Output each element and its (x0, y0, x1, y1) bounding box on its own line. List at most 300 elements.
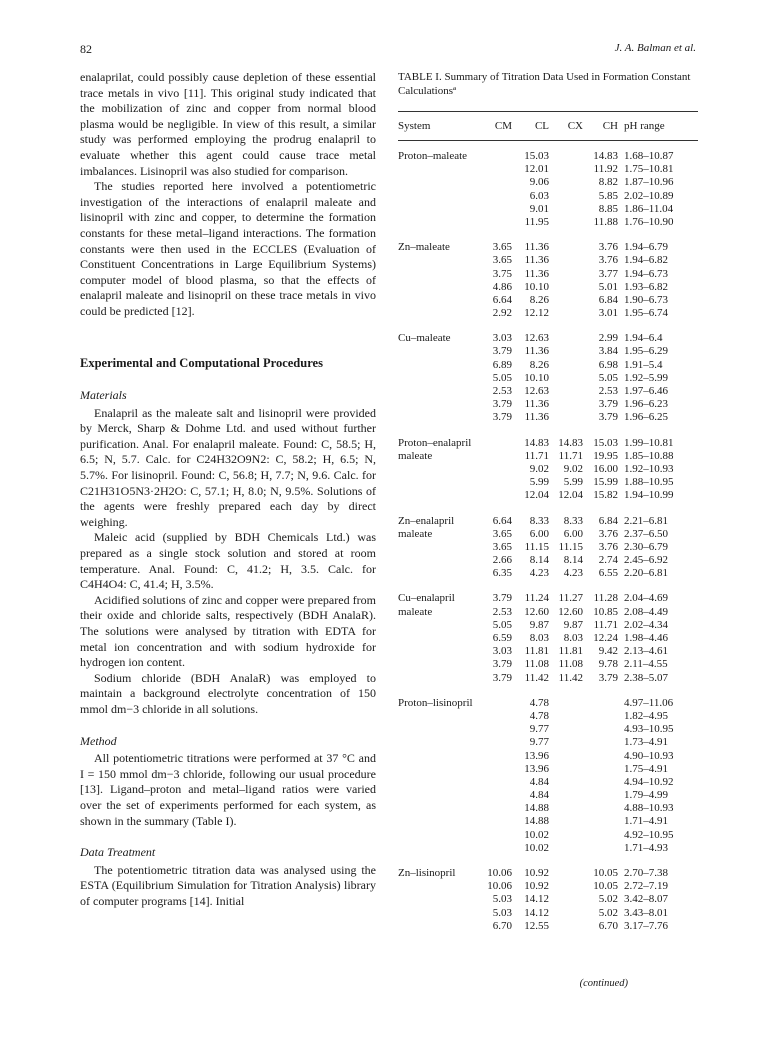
cell-cm: 6.59 (492, 632, 512, 644)
table-row (398, 672, 698, 685)
cell-cl: 9.02 (529, 462, 549, 475)
cell-ph-range: 1.79–4.99 (624, 789, 668, 802)
system-label (398, 723, 478, 736)
cell-ch (583, 842, 618, 855)
cell-ph-range: 4.90–10.93 (624, 749, 674, 762)
cell-ph-range: 1.91–5.4 (624, 358, 663, 371)
cell-ph-range: 4.88–10.93 (624, 802, 674, 815)
running-head: J. A. Balman et al. (614, 42, 696, 54)
system-label (398, 736, 478, 749)
cell-cl: 11.71 (524, 449, 549, 462)
cell-cm: 3.75 (492, 267, 512, 280)
cell-cm: 3.79 (492, 592, 512, 605)
cell-cl: 10.92 (524, 867, 549, 879)
cell-cl: 12.55 (524, 919, 549, 932)
table-row (398, 880, 698, 893)
cell-ch: 6.98 (598, 358, 618, 371)
cell-cm (478, 815, 512, 828)
table-header-row (398, 112, 698, 140)
cell-cl: 11.08 (524, 658, 549, 671)
cell-cx (549, 723, 583, 736)
column-header-ch: CH (602, 120, 618, 132)
cell-ph-range: 1.87–10.96 (624, 176, 674, 189)
cell-cm: 3.65 (492, 527, 512, 540)
data-treatment-paragraph: The potentiometric titration data was analysed using the ESTA (Equilibrium Simulation for Titration Analysis) library of computer programs [14]. Initial (80, 862, 376, 908)
cell-cx (549, 150, 583, 163)
cell-cm (478, 789, 512, 802)
cell-ch: 6.70 (598, 919, 618, 932)
cell-ch: 15.82 (593, 489, 618, 502)
cell-cx (549, 411, 583, 424)
cell-ch: 16.00 (593, 462, 618, 475)
cell-cx: 11.08 (558, 658, 583, 671)
cell-ch: 3.79 (598, 671, 618, 684)
cell-ph-range: 1.94–6.73 (624, 267, 668, 280)
cell-ph-range: 1.95–6.29 (624, 345, 668, 358)
cell-cx (549, 294, 583, 307)
cell-cl: 11.15 (524, 540, 549, 553)
system-label (398, 893, 478, 906)
column-header-ph-range: pH range (624, 120, 665, 132)
cell-ph-range: 1.93–6.82 (624, 280, 668, 293)
cell-cl: 4.84 (529, 789, 549, 802)
cell-ch: 11.92 (593, 163, 618, 176)
cell-ph-range: 3.43–8.01 (624, 906, 668, 919)
cell-cl: 9.77 (529, 723, 549, 736)
system-label (398, 203, 478, 216)
cell-ch (583, 750, 618, 763)
cell-ph-range: 2.02–10.89 (624, 189, 674, 202)
method-paragraph: All potentiometric titrations were performed at 37 °C and I = 150 mmol dm−3 chloride, following our usual procedure [13]. Ligand–proton and metal–ligand ratios were varied over the set of experiments performed for each system, as shown in the summary (Table I). (80, 751, 376, 828)
cell-cx (549, 920, 583, 933)
table-row (398, 268, 698, 281)
cell-ch: 5.01 (598, 280, 618, 293)
table-row (398, 437, 698, 450)
cell-cm: 3.65 (492, 540, 512, 553)
cell-cm: 3.03 (492, 332, 512, 345)
cell-ch: 8.82 (598, 176, 618, 189)
cell-cx (549, 163, 583, 176)
table-group (398, 592, 698, 684)
table-row (398, 163, 698, 176)
table-row (398, 697, 698, 710)
cell-ch: 5.85 (598, 189, 618, 202)
cell-ph-range: 1.75–10.81 (624, 163, 674, 176)
cell-cm: 3.79 (492, 658, 512, 671)
cell-cx: 5.99 (563, 476, 583, 489)
cell-cx: 12.60 (558, 605, 583, 618)
system-label (398, 880, 478, 893)
table-row (398, 541, 698, 554)
cell-ch: 3.76 (598, 241, 618, 254)
cell-ph-range: 4.94–10.92 (624, 775, 674, 788)
cell-cx: 9.02 (563, 462, 583, 475)
cell-ph-range: 1.94–6.4 (624, 332, 663, 345)
cell-ch: 2.99 (598, 332, 618, 345)
cell-ch: 2.74 (598, 554, 618, 567)
table-group (398, 437, 698, 503)
table-row (398, 619, 698, 632)
table-group (398, 515, 698, 581)
cell-ch: 3.77 (598, 267, 618, 280)
cell-ch: 3.76 (598, 540, 618, 553)
system-label (398, 411, 478, 424)
cell-ch (583, 829, 618, 842)
cell-cm: 3.79 (492, 345, 512, 358)
cell-cl: 11.24 (524, 592, 549, 605)
system-label (398, 398, 478, 411)
cell-ph-range: 1.71–4.93 (624, 841, 668, 854)
system-label: maleate (398, 527, 433, 540)
cell-cm (478, 216, 512, 229)
materials-paragraph-1: Enalapril as the maleate salt and lisinopril were provided by Merck, Sharp & Dohme Ltd. and used without further purification. Anal. For enalapril maleate. Found: C, 58.5; H, 6.5; N, 5.7. Calc. for C24H32O9N2: C, 58.2; H, 6.5; N, 5.7%. For lisinopril. Found: C, 56.8; H, 7.7; N, 9.6. Calc. for C21H31O5N3·2H2O: C, 57.1; H, 8.0; N, 9.5%. Solutions of the agents were freshly prepared each day by direct weighing. (80, 405, 376, 529)
table-caption: TABLE I. Summary of Titration Data Used in Formation Constant Calculationsª (398, 71, 691, 97)
cell-ch: 6.55 (598, 567, 618, 580)
table-group (398, 697, 698, 855)
cell-cx (549, 398, 583, 411)
cell-cl: 11.95 (524, 215, 549, 228)
system-label (398, 359, 478, 372)
cell-ph-range: 4.97–11.06 (624, 696, 674, 709)
cell-ph-range: 1.86–11.04 (624, 202, 674, 215)
cell-ch (583, 723, 618, 736)
table-row (398, 802, 698, 815)
cell-cm: 3.79 (492, 671, 512, 684)
cell-cx: 11.15 (558, 540, 583, 553)
system-label (398, 658, 478, 671)
cell-cm: 6.70 (492, 919, 512, 932)
cell-ch: 5.02 (598, 906, 618, 919)
cell-ph-range: 2.20–6.81 (624, 567, 668, 580)
table-row (398, 645, 698, 658)
cell-cx (549, 176, 583, 189)
cell-cx: 11.71 (558, 449, 583, 462)
cell-cm: 2.53 (492, 385, 512, 397)
table-row (398, 372, 698, 385)
cell-ch (583, 736, 618, 749)
system-label (398, 294, 478, 307)
table-row (398, 216, 698, 229)
cell-cx (549, 880, 583, 893)
cell-ch: 10.05 (593, 880, 618, 893)
cell-ch: 5.02 (598, 893, 618, 906)
table-row (398, 789, 698, 802)
cell-cm: 5.05 (492, 371, 512, 384)
cell-cl: 11.36 (524, 398, 549, 411)
cell-cx (549, 241, 583, 254)
system-label (398, 541, 478, 554)
system-label: Proton–maleate (398, 150, 468, 162)
cell-cx: 12.04 (558, 489, 583, 502)
system-label (398, 463, 478, 476)
cell-cx: 4.23 (563, 567, 583, 580)
system-label: Zn–lisinopril (398, 867, 456, 879)
cell-cl: 10.10 (524, 280, 549, 293)
cell-cm (478, 489, 512, 502)
cell-cl: 10.02 (524, 828, 549, 841)
system-label (398, 907, 478, 920)
cell-ch: 9.42 (598, 645, 618, 658)
system-label (398, 554, 478, 567)
table-row (398, 815, 698, 828)
cell-cx: 11.42 (558, 671, 583, 684)
table-row (398, 332, 698, 345)
cell-ch: 6.84 (598, 514, 618, 527)
materials-paragraph-2: Maleic acid (supplied by BDH Chemicals Ltd.) was prepared as a single stock solution and stored at room temperature. Anal. Found: C, 41.2; H, 3.5. Calc. for C4H4O4: C, 41.4; H, 3.5%. (80, 530, 376, 592)
cell-cm (478, 829, 512, 842)
cell-cm (478, 203, 512, 216)
cell-cl: 13.96 (524, 762, 549, 775)
table-row (398, 592, 698, 605)
section-title: Experimental and Computational Procedures (80, 355, 323, 370)
cell-cm (478, 723, 512, 736)
table-row (398, 489, 698, 502)
cell-cm: 5.03 (492, 893, 512, 906)
cell-cl: 14.88 (524, 815, 549, 828)
cell-cm (478, 476, 512, 489)
cell-cx (549, 842, 583, 855)
table-group (398, 241, 698, 320)
cell-cx (549, 372, 583, 385)
cell-ch: 3.76 (598, 254, 618, 267)
cell-cx (549, 815, 583, 828)
system-label (398, 763, 478, 776)
table-row (398, 411, 698, 424)
cell-cx (549, 281, 583, 294)
cell-ph-range: 2.70–7.38 (624, 867, 668, 879)
cell-ch: 15.99 (593, 476, 618, 489)
cell-ph-range: 2.37–6.50 (624, 527, 668, 540)
cell-ch: 9.78 (598, 658, 618, 671)
cell-ph-range: 2.02–4.34 (624, 618, 668, 631)
table-row (398, 763, 698, 776)
cell-ch: 3.84 (598, 345, 618, 358)
cell-cl: 11.36 (524, 267, 549, 280)
cell-cl: 11.42 (524, 671, 549, 684)
cell-ch: 3.01 (598, 307, 618, 320)
cell-cx (549, 893, 583, 906)
cell-cm (478, 736, 512, 749)
cell-ph-range: 2.21–6.81 (624, 514, 668, 527)
cell-ch: 11.28 (593, 592, 618, 605)
cell-ch (583, 710, 618, 723)
cell-cl: 5.99 (529, 476, 549, 489)
table-row (398, 190, 698, 203)
cell-cl: 6.00 (529, 527, 549, 540)
column-header-cm: CM (494, 120, 512, 132)
cell-cm: 6.35 (492, 567, 512, 580)
cell-cm: 3.65 (492, 241, 512, 254)
cell-ph-range: 2.04–4.69 (624, 592, 668, 605)
system-label (398, 254, 478, 267)
system-label: Proton–lisinopril (398, 696, 473, 709)
cell-cl: 12.63 (524, 385, 549, 397)
cell-ch (583, 776, 618, 789)
cell-cx (549, 776, 583, 789)
cell-cx: 11.27 (558, 592, 583, 605)
table-row (398, 776, 698, 789)
system-label (398, 385, 478, 398)
cell-ph-range: 1.95–6.74 (624, 307, 668, 320)
cell-ph-range: 3.17–7.76 (624, 919, 668, 932)
cell-cm: 3.79 (492, 398, 512, 411)
cell-cm (478, 697, 512, 710)
table-row (398, 606, 698, 619)
cell-cx: 8.14 (563, 554, 583, 567)
cell-cx: 11.81 (558, 645, 583, 658)
table-row (398, 736, 698, 749)
cell-cx (549, 359, 583, 372)
cell-ch: 3.76 (598, 527, 618, 540)
cell-cl: 6.03 (529, 189, 549, 202)
cell-ch: 6.84 (598, 293, 618, 306)
cell-ch (583, 697, 618, 710)
cell-cl: 8.03 (529, 632, 549, 644)
table-row (398, 359, 698, 372)
cell-ph-range: 1.71–4.91 (624, 815, 668, 828)
cell-ch: 2.53 (598, 385, 618, 397)
cell-cl: 8.14 (529, 554, 549, 567)
cell-cl: 4.78 (529, 709, 549, 722)
table-row (398, 345, 698, 358)
cell-cl: 12.12 (524, 307, 549, 320)
table-row (398, 554, 698, 567)
cell-cx: 8.33 (563, 514, 583, 527)
cell-cl: 15.03 (524, 150, 549, 162)
cell-cm (478, 750, 512, 763)
table-row (398, 893, 698, 906)
table-continued-note: (continued) (579, 978, 628, 989)
intro-paragraph-2: The studies reported here involved a potentiometric investigation of the interactions of enalapril maleate and lisinopril with zinc and copper, to determine the formation constants for these metal–ligand interactions. The formation constants were then used in the ECCLES (Evaluation of Constituent Concentrations in Large Equilibrium Systems) computer model of blood plasma, so that the effects of enalapril maleate and lisinopril on these trace metals in vivo could be predicted [12]. (80, 179, 376, 318)
cell-ph-range: 1.94–6.79 (624, 241, 668, 254)
system-label (398, 645, 478, 658)
cell-ph-range: 1.94–10.99 (624, 489, 674, 502)
column-header-cx: CX (567, 120, 583, 132)
table-row (398, 294, 698, 307)
table-row (398, 241, 698, 254)
cell-ch: 10.05 (593, 867, 618, 879)
cell-cx (549, 829, 583, 842)
cell-ch: 10.85 (593, 605, 618, 618)
cell-ch: 5.05 (598, 371, 618, 384)
cell-cm (478, 150, 512, 163)
cell-cl: 4.23 (529, 567, 549, 580)
table-row (398, 528, 698, 541)
cell-cl: 8.33 (529, 514, 549, 527)
cell-ph-range: 1.76–10.90 (624, 215, 674, 228)
cell-cm: 5.03 (492, 906, 512, 919)
cell-ph-range: 2.30–6.79 (624, 540, 668, 553)
cell-ph-range: 2.38–5.07 (624, 671, 668, 684)
table-row (398, 515, 698, 528)
cell-cl: 14.12 (524, 893, 549, 906)
cell-ph-range: 1.90–6.73 (624, 293, 668, 306)
column-header-system: System (398, 120, 431, 132)
system-label (398, 268, 478, 281)
cell-cl: 14.88 (524, 802, 549, 815)
cell-cm: 2.66 (492, 554, 512, 567)
cell-cx: 8.03 (563, 632, 583, 644)
cell-cm: 3.03 (492, 645, 512, 658)
cell-cm: 10.06 (487, 880, 512, 893)
cell-cm (478, 802, 512, 815)
cell-cm (478, 450, 512, 463)
table-row (398, 176, 698, 189)
cell-cl: 11.36 (524, 254, 549, 267)
system-label: Proton–enalapril (398, 436, 472, 449)
table-header-rule (398, 140, 698, 141)
cell-cx (549, 307, 583, 320)
cell-ph-range: 1.73–4.91 (624, 736, 668, 749)
table-row (398, 567, 698, 580)
system-label (398, 750, 478, 763)
system-label (398, 920, 478, 933)
table-row (398, 150, 698, 163)
system-label (398, 476, 478, 489)
cell-cx (549, 789, 583, 802)
table-row (398, 750, 698, 763)
cell-cl: 12.60 (524, 605, 549, 618)
cell-ch: 14.83 (593, 150, 618, 162)
system-label (398, 176, 478, 189)
table-row (398, 920, 698, 933)
table-row (398, 658, 698, 671)
system-label: maleate (398, 449, 433, 462)
cell-cm (478, 463, 512, 476)
cell-cl: 11.81 (524, 645, 549, 658)
cell-cx (549, 710, 583, 723)
cell-ph-range: 1.92–5.99 (624, 371, 668, 384)
cell-ph-range: 2.45–6.92 (624, 554, 668, 567)
system-label (398, 829, 478, 842)
cell-cl: 11.36 (524, 345, 549, 358)
cell-cm: 3.79 (492, 411, 512, 424)
system-label (398, 619, 478, 632)
cell-cm: 6.89 (492, 358, 512, 371)
cell-ch (583, 802, 618, 815)
cell-ch: 8.85 (598, 202, 618, 215)
system-label: Cu–maleate (398, 332, 451, 345)
table-group (398, 332, 698, 424)
table-group (398, 150, 698, 229)
system-label (398, 672, 478, 685)
table-row (398, 450, 698, 463)
cell-ph-range: 1.88–10.95 (624, 476, 674, 489)
cell-ph-range: 2.08–4.49 (624, 605, 668, 618)
system-label (398, 281, 478, 294)
system-label (398, 190, 478, 203)
cell-cl: 13.96 (524, 749, 549, 762)
cell-cl: 8.26 (529, 358, 549, 371)
method-heading: Method (80, 733, 117, 748)
cell-ph-range: 2.72–7.19 (624, 880, 668, 893)
system-label: Cu–enalapril (398, 592, 455, 605)
cell-cm: 2.92 (492, 307, 512, 320)
cell-cx (549, 907, 583, 920)
cell-cl: 4.84 (529, 775, 549, 788)
cell-cx (549, 345, 583, 358)
table-row (398, 723, 698, 736)
table-row (398, 398, 698, 411)
table-row (398, 829, 698, 842)
cell-ph-range: 1.97–6.46 (624, 385, 668, 397)
cell-cm: 10.06 (487, 867, 512, 879)
cell-cm (478, 842, 512, 855)
left-column (80, 70, 376, 910)
table-row (398, 632, 698, 645)
system-label (398, 802, 478, 815)
cell-ch (583, 815, 618, 828)
